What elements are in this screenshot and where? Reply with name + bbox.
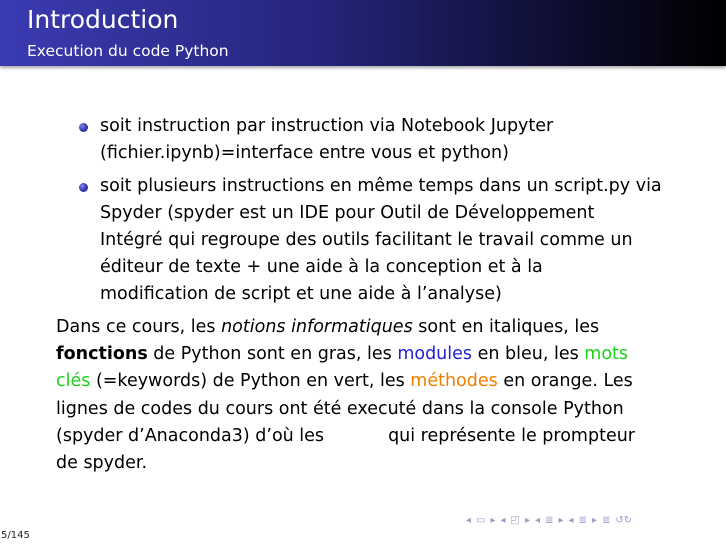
paragraph-line: lignes de codes du cours ont été executé dans la console Python <box>56 398 624 419</box>
bullet-icon <box>79 183 88 192</box>
nav-prev-slide-icon[interactable]: ◂ <box>500 515 506 526</box>
orange-text: méthodes <box>410 371 498 392</box>
paragraph-line: de spyder. <box>56 452 148 473</box>
bullet-line: soit instruction par instruction via Notebook Jupyter <box>100 116 554 136</box>
text-run: de Python sont en gras, les <box>147 344 398 365</box>
nav-slide-icon[interactable]: ◰ <box>510 515 520 526</box>
text-run: qui représente le prompteur <box>388 425 636 446</box>
page-number: 5/145 <box>1 530 30 541</box>
bullet-line: Spyder (spyder est un IDE pour Outil de Développement <box>100 203 595 223</box>
blue-text: modules <box>397 344 473 365</box>
conventions-paragraph <box>56 314 676 477</box>
bullet-item-spyder <box>100 173 690 308</box>
bullet-line: éditeur de texte + une aide à la conception et à la <box>100 257 543 277</box>
slide-title: Introduction <box>27 5 179 34</box>
nav-toc-icon[interactable]: ≣ <box>601 515 611 526</box>
text-run: (=keywords) de Python en vert, les <box>90 371 411 392</box>
paragraph-line <box>56 314 676 341</box>
text-run: Dans ce cours, les <box>56 317 222 337</box>
paragraph-line <box>56 423 676 450</box>
text-run: en orange. Les <box>497 371 633 392</box>
nav-next-subsection-icon[interactable]: ▸ <box>558 515 564 526</box>
bold-text: fonctions <box>56 344 148 365</box>
slide-subtitle: Execution du code Python <box>27 42 229 60</box>
green-text: mots <box>584 344 628 365</box>
italic-text: notions informatiques <box>221 317 413 337</box>
bullet-item-notebook <box>100 113 690 167</box>
bullet-line: modification de script et une aide à l’analyse) <box>100 284 502 304</box>
beamer-navigation <box>466 514 632 528</box>
nav-section-icon[interactable]: ≣ <box>578 515 587 526</box>
text-run: en bleu, les <box>472 344 585 365</box>
text-run: sont en italiques, les <box>412 317 600 337</box>
bullet-line: (fichier.ipynb)=interface entre vous et python) <box>100 143 509 163</box>
green-text: clés <box>56 371 91 392</box>
nav-prev-section-icon[interactable]: ◂ <box>568 515 574 526</box>
nav-next-section-icon[interactable]: ▸ <box>591 515 597 526</box>
nav-prev-subsection-icon[interactable]: ◂ <box>535 515 541 526</box>
nav-prev-frame-icon[interactable]: ◂ <box>466 515 472 526</box>
paragraph-line <box>56 341 676 368</box>
nav-next-frame-icon[interactable]: ▸ <box>490 515 496 526</box>
nav-frame-icon[interactable]: ▭ <box>476 515 486 526</box>
bullet-icon <box>79 123 88 132</box>
paragraph-line <box>56 368 676 395</box>
nav-next-slide-icon[interactable]: ▸ <box>525 515 531 526</box>
text-run: (spyder d’Anaconda3) d’où les <box>56 425 325 446</box>
nav-search-back-icon[interactable]: ↺↻ <box>615 515 633 526</box>
bullet-line: soit plusieurs instructions en même temps dans un script.py via <box>100 176 662 196</box>
bullet-line: Intégré qui regroupe des outils facilitant le travail comme un <box>100 230 633 250</box>
nav-subsection-icon[interactable]: ≣ <box>545 515 554 526</box>
